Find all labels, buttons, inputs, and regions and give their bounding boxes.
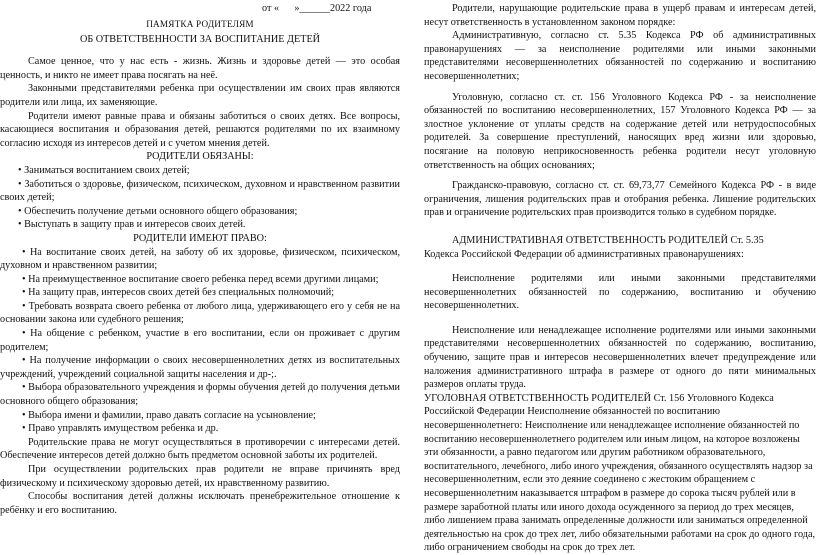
rights-item: • Выбора образовательного учреждения и формы обучения детей до получения детьми основного общего образования;: [0, 382, 400, 408]
rights-item: • На преимущественное воспитание своего ребенка перед всеми другими лицами;: [22, 273, 379, 285]
representatives-paragraph: Законными представителями ребенка при осуществлении им своих прав являются родители или лица, их заменяющие.: [0, 83, 400, 108]
date-line: от « »______2022 года: [262, 3, 372, 14]
civil-paragraph: Гражданско-правовую, согласно ст. ст. 69,73,77 Семейного Кодекса РФ - в виде ограничения, лишения родительских прав и отобрания ребенка. Лишение родительских прав и ограничение родительских прав производится только в судебном порядке.: [424, 180, 816, 219]
equal-rights-paragraph: Родители имеют равные права и обязаны заботиться о своих детях. Все вопросы, касающиеся воспитания и образования детей, решаются родителями по их взаимному согласию исходя из интересов детей и с учетом мнения детей.: [0, 110, 400, 149]
intro-paragraph: Самое ценное, что у нас есть - жизнь. Жизнь и здоровье детей — это особая ценность, и никто не имеет права посягать на неё.: [0, 56, 400, 81]
criminal-paragraph: Уголовную, согласно ст. ст. 156 Уголовного Кодекса РФ - за неисполнение обязанностей по воспитанию несовершеннолетних, 157 Уголовного Кодекса РФ — за злостное уклонение от уплаты средств на содержание детей или нетрудоспособных родителей. За совершение преступлений, наносящих вред жизни или здоровью, посягание на половую неприкосновенность ребенка родители несут уголовную ответственность на общих основаниях;: [424, 91, 816, 171]
obliged-heading: РОДИТЕЛИ ОБЯЗАНЫ:: [146, 151, 254, 163]
rights-item: • На получение информации о своих несовершеннолетних детях из воспитательных учреждений, учреждений социальной защиты населения и др-;.: [0, 355, 400, 380]
obliged-item: • Заботиться о здоровье, физическом, психическом, духовном и нравственном развитии своих детей;: [0, 178, 400, 204]
rights-item: • На общение с ребенком, участие в его воспитании, если он проживает с другим родителем;: [0, 328, 400, 353]
right-column: [424, 2, 816, 555]
criminal-article-paragraph: Неисполнение обязанностей по воспитанию несовершеннолетнего: Неисполнение или ненадлежащее исполнение обязанностей по воспитанию несовершеннолетнего родителем или иным лицом, на которое возложены эти обязанности, а равно педагогом или другим работником образовательного, воспитательного, лечебного, либо иного учреждения, обязанного осуществлять надзор за несовершеннолетним, если это деяние соединено с жестоким обращением с несовершеннолетним наказывается штрафом в размере до сорока тысяч рублей или в размере заработной платы или иного дохода осужденного за период до трех месяцев, либо лишением права занимать определенные должности или заниматься определенной деятельностью на срок до трех лет, либо обязательными работами на срок до одного года, либо ограничением свободы на срок до трех лет.: [424, 406, 816, 554]
admin-penalty-paragraph: Неисполнение или ненадлежащее исполнение родителями или иными законными представителями несовершеннолетних обязанностей по содержанию, воспитанию, обучению, защите прав и интересов несовершеннолетних влечет предупреждение или наложения административного штрафа в размере от одного до пяти минимальных размеров оплаты труда.: [424, 324, 816, 391]
interests-paragraph: Родительские права не могут осуществляться в противоречии с интересами детей. Обеспечение интересов детей должно быть предметом основной заботы их родителей.: [0, 436, 400, 462]
administrative-paragraph: Административную, согласно ст. 5.35 Кодекса РФ об административных правонарушениях — за неисполнение родителями или иными законными представителями несовершеннолетних обязанностей по содержанию и воспитанию несовершеннолетних;: [424, 30, 816, 82]
rights-item: • На воспитание своих детей, на заботу об их здоровье, физическом, психическом, духовном и нравственном развитии;: [0, 246, 400, 272]
admin-article-paragraph: Неисполнение родителями или иными законными представителями несовершеннолетних обязанностей по содержанию, воспитанию и обучению несовершеннолетних.: [424, 273, 816, 312]
rights-heading: РОДИТЕЛИ ИМЕЮТ ПРАВО:: [133, 232, 267, 244]
obliged-item: • Выступать в защиту прав и интересов своих детей.: [18, 219, 246, 231]
harm-paragraph: При осуществлении родительских прав родители не вправе причинять вред физическому и психическому здоровью детей, их нравственному развитию.: [0, 464, 400, 489]
admin-heading: АДМИНИСТРАТИВНАЯ ОТВЕТСТВЕННОСТЬ РОДИТЕЛЕЙ Ст. 5.35: [452, 234, 764, 246]
obliged-item: • Заниматься воспитанием своих детей;: [18, 164, 190, 176]
upbringing-paragraph: Способы воспитания детей должны исключать пренебрежительное отношение к ребёнку и его воспитанию.: [0, 491, 400, 516]
responsibility-intro: Родители, нарушающие родительские права в ущерб правам и интересам детей, несут ответственность в установленном законом порядке:: [424, 3, 816, 28]
rights-item: • Требовать возврата своего ребенка от любого лица, удерживающего его у себя не на основании закона или судебного решения;: [0, 300, 400, 326]
criminal-heading: УГОЛОВНАЯ ОТВЕТСТВЕННОСТЬ РОДИТЕЛЕЙ Ст. 156 Уголовного Кодекса Российской Федерации: [424, 392, 774, 418]
left-column: [0, 18, 400, 517]
rights-item: • Выбора имени и фамилии, право давать согласие на усыновление;: [22, 409, 316, 421]
memo-label: ПАМЯТКА РОДИТЕЛЯМ: [146, 19, 254, 29]
rights-item: • Право управлять имуществом ребенка и др.: [22, 423, 219, 435]
admin-subheading: Кодекса Российской Федерации об административных правонарушениях:: [424, 248, 744, 260]
obliged-item: • Обеспечить получение детьми основного общего образования;: [18, 205, 298, 217]
rights-item: • На защиту прав, интересов своих детей без специальных полномочий;: [22, 287, 335, 299]
page-title: ОБ ОТВЕТСТВЕННОСТИ ЗА ВОСПИТАНИЕ ДЕТЕЙ: [79, 33, 321, 45]
